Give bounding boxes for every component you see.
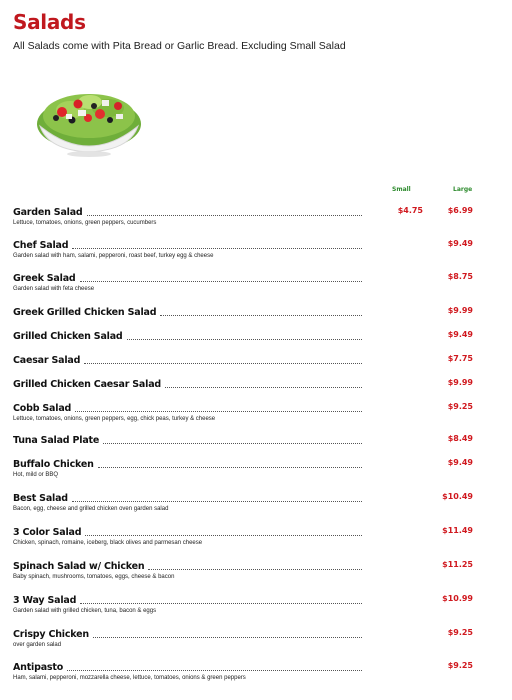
page-title: Salads bbox=[13, 10, 86, 34]
menu-item bbox=[13, 594, 493, 624]
dotted-leader bbox=[93, 636, 362, 638]
menu-item-description: Lettuce, tomatoes, onions, green peppers, cucumbers bbox=[13, 220, 157, 226]
menu-item-name: Cobb Salad bbox=[13, 403, 72, 414]
menu-item-name: Crispy Chicken bbox=[13, 629, 89, 640]
menu-item bbox=[13, 661, 493, 691]
dotted-leader bbox=[103, 442, 362, 444]
menu-item-name: Best Salad bbox=[13, 493, 68, 504]
menu-item-description: Bacon, egg, cheese and grilled chicken oven garden salad bbox=[13, 506, 169, 512]
dotted-leader bbox=[72, 247, 362, 249]
menu-item-description: Ham, salami, pepperoni, mozzarella cheese, lettuce, tomatoes, onions & green peppers bbox=[13, 675, 246, 681]
price-large: $9.99 bbox=[447, 306, 473, 315]
dotted-leader bbox=[67, 669, 362, 671]
menu-item-description: Baby spinach, mushrooms, tomatoes, eggs, cheese & bacon bbox=[13, 574, 175, 580]
price-large: $9.49 bbox=[447, 239, 473, 248]
menu-item-name: Spinach Salad w/ Chicken bbox=[13, 561, 145, 572]
menu-item-name: Greek Grilled Chicken Salad bbox=[13, 307, 157, 318]
price-small: $4.75 bbox=[397, 206, 423, 215]
dotted-leader bbox=[75, 410, 362, 412]
column-header-small: Small bbox=[392, 186, 411, 193]
menu-item-description: Lettuce, tomatoes, onions, green peppers, egg, chick peas, turkey & cheese bbox=[13, 416, 216, 422]
menu-item-name: Antipasto bbox=[13, 662, 64, 673]
menu-item-name: 3 Color Salad bbox=[13, 527, 82, 538]
menu-item bbox=[13, 272, 493, 302]
menu-item bbox=[13, 402, 493, 432]
menu-item bbox=[13, 560, 493, 590]
menu-item-name: Grilled Chicken Caesar Salad bbox=[13, 379, 162, 390]
price-large: $7.75 bbox=[447, 354, 473, 363]
dotted-leader bbox=[160, 314, 362, 316]
price-large: $9.49 bbox=[447, 330, 473, 339]
dotted-leader bbox=[84, 362, 362, 364]
dotted-leader bbox=[165, 386, 362, 388]
price-large: $9.99 bbox=[447, 378, 473, 387]
menu-item-name: Chef Salad bbox=[13, 240, 69, 251]
menu-item-description: over garden salad bbox=[13, 642, 62, 648]
page-subtitle: All Salads come with Pita Bread or Garlic Bread. Excluding Small Salad bbox=[13, 40, 346, 52]
menu-item-name: 3 Way Salad bbox=[13, 595, 77, 606]
price-large: $9.25 bbox=[447, 661, 473, 670]
price-large: $11.25 bbox=[442, 560, 473, 569]
menu-item-name: Caesar Salad bbox=[13, 355, 81, 366]
menu-item-name: Garden Salad bbox=[13, 207, 83, 218]
menu-item-description: Garden salad with feta cheese bbox=[13, 286, 95, 292]
menu-item bbox=[13, 628, 493, 658]
menu-item bbox=[13, 206, 493, 236]
price-large: $8.49 bbox=[447, 434, 473, 443]
menu-item-description: Garden salad with grilled chicken, tuna, bacon & eggs bbox=[13, 608, 157, 614]
dotted-leader bbox=[87, 214, 362, 216]
menu-item-name: Tuna Salad Plate bbox=[13, 435, 100, 446]
price-large: $10.99 bbox=[442, 594, 473, 603]
menu-item bbox=[13, 492, 493, 522]
dotted-leader bbox=[98, 466, 362, 468]
dotted-leader bbox=[72, 500, 362, 502]
menu-item-name: Buffalo Chicken bbox=[13, 459, 94, 470]
salad-bowl-image bbox=[30, 66, 148, 158]
dotted-leader bbox=[80, 602, 362, 604]
dotted-leader bbox=[85, 534, 362, 536]
dotted-leader bbox=[80, 280, 362, 282]
menu-item bbox=[13, 526, 493, 556]
menu-item-name: Greek Salad bbox=[13, 273, 76, 284]
menu-item-description: Hot, mild or BBQ bbox=[13, 472, 59, 478]
price-large: $9.25 bbox=[447, 628, 473, 637]
dotted-leader bbox=[127, 338, 362, 340]
menu-item bbox=[13, 239, 493, 269]
column-header-large: Large bbox=[453, 186, 473, 193]
menu-item-description: Chicken, spinach, romaine, iceberg, black olives and parmesan cheese bbox=[13, 540, 203, 546]
price-large: $9.49 bbox=[447, 458, 473, 467]
dotted-leader bbox=[148, 568, 362, 570]
price-large: $6.99 bbox=[447, 206, 473, 215]
price-large: $11.49 bbox=[442, 526, 473, 535]
price-large: $10.49 bbox=[442, 492, 473, 501]
price-large: $9.25 bbox=[447, 402, 473, 411]
price-large: $8.75 bbox=[447, 272, 473, 281]
menu-item-description: Garden salad with ham, salami, pepperoni, roast beef, turkey egg & cheese bbox=[13, 253, 214, 259]
menu-item bbox=[13, 458, 493, 488]
menu-item-name: Grilled Chicken Salad bbox=[13, 331, 123, 342]
